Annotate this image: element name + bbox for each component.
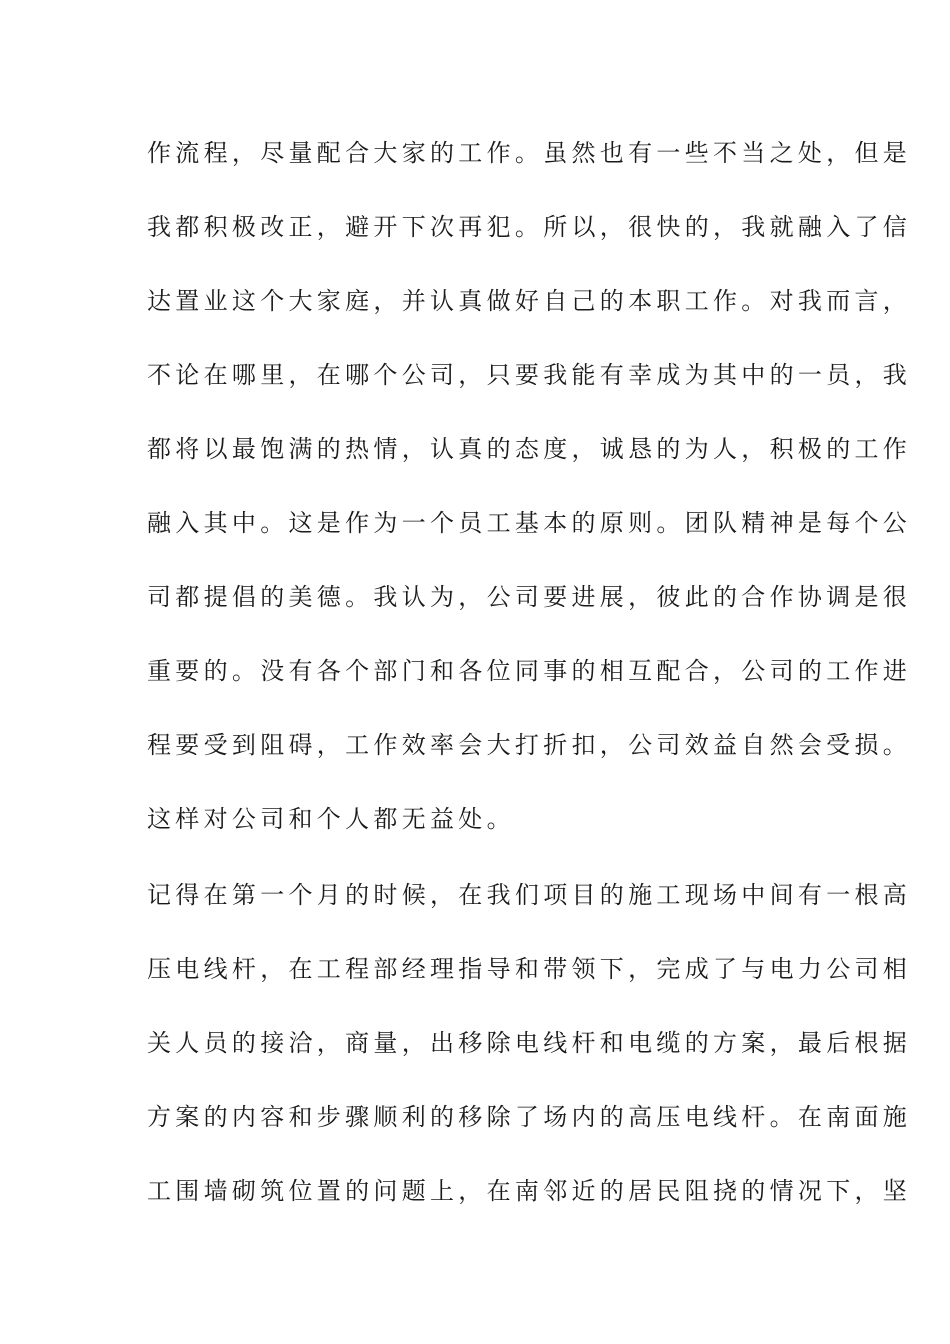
paragraph-line: 这样对公司和个人都无益处。 <box>147 805 515 833</box>
paragraph-line: 压电线杆，在工程部经理指导和带领下，完成了与电力公司相 <box>147 955 912 983</box>
paragraph-1 <box>147 116 912 856</box>
paragraph-line: 我都积极改正，避开下次再犯。所以，很快的，我就融入了信 <box>147 213 912 241</box>
paragraph-line: 程要受到阻碍，工作效率会大打折扣，公司效益自然会受损。 <box>147 731 912 759</box>
paragraph-line: 重要的。没有各个部门和各位同事的相互配合，公司的工作进 <box>147 657 912 685</box>
paragraph-line: 不论在哪里，在哪个公司，只要我能有幸成为其中的一员，我 <box>147 361 912 389</box>
paragraph-line: 司都提倡的美德。我认为，公司要进展，彼此的合作协调是很 <box>147 583 912 611</box>
paragraph-2 <box>147 858 912 1228</box>
paragraph-line: 作流程，尽量配合大家的工作。虽然也有一些不当之处，但是 <box>147 139 912 167</box>
paragraph-line: 工围墙砌筑位置的问题上，在南邻近的居民阻挠的情况下，坚 <box>147 1177 912 1205</box>
paragraph-line: 关人员的接洽，商量，出移除电线杆和电缆的方案，最后根据 <box>147 1029 912 1057</box>
paragraph-line: 达置业这个大家庭，并认真做好自己的本职工作。对我而言， <box>147 287 912 315</box>
paragraph-line: 都将以最饱满的热情，认真的态度，诚恳的为人，积极的工作 <box>147 435 912 463</box>
paragraph-line: 融入其中。这是作为一个员工基本的原则。团队精神是每个公 <box>147 509 912 537</box>
paragraph-line: 记得在第一个月的时候，在我们项目的施工现场中间有一根高 <box>147 881 912 909</box>
paragraph-line: 方案的内容和步骤顺利的移除了场内的高压电线杆。在南面施 <box>147 1103 912 1131</box>
